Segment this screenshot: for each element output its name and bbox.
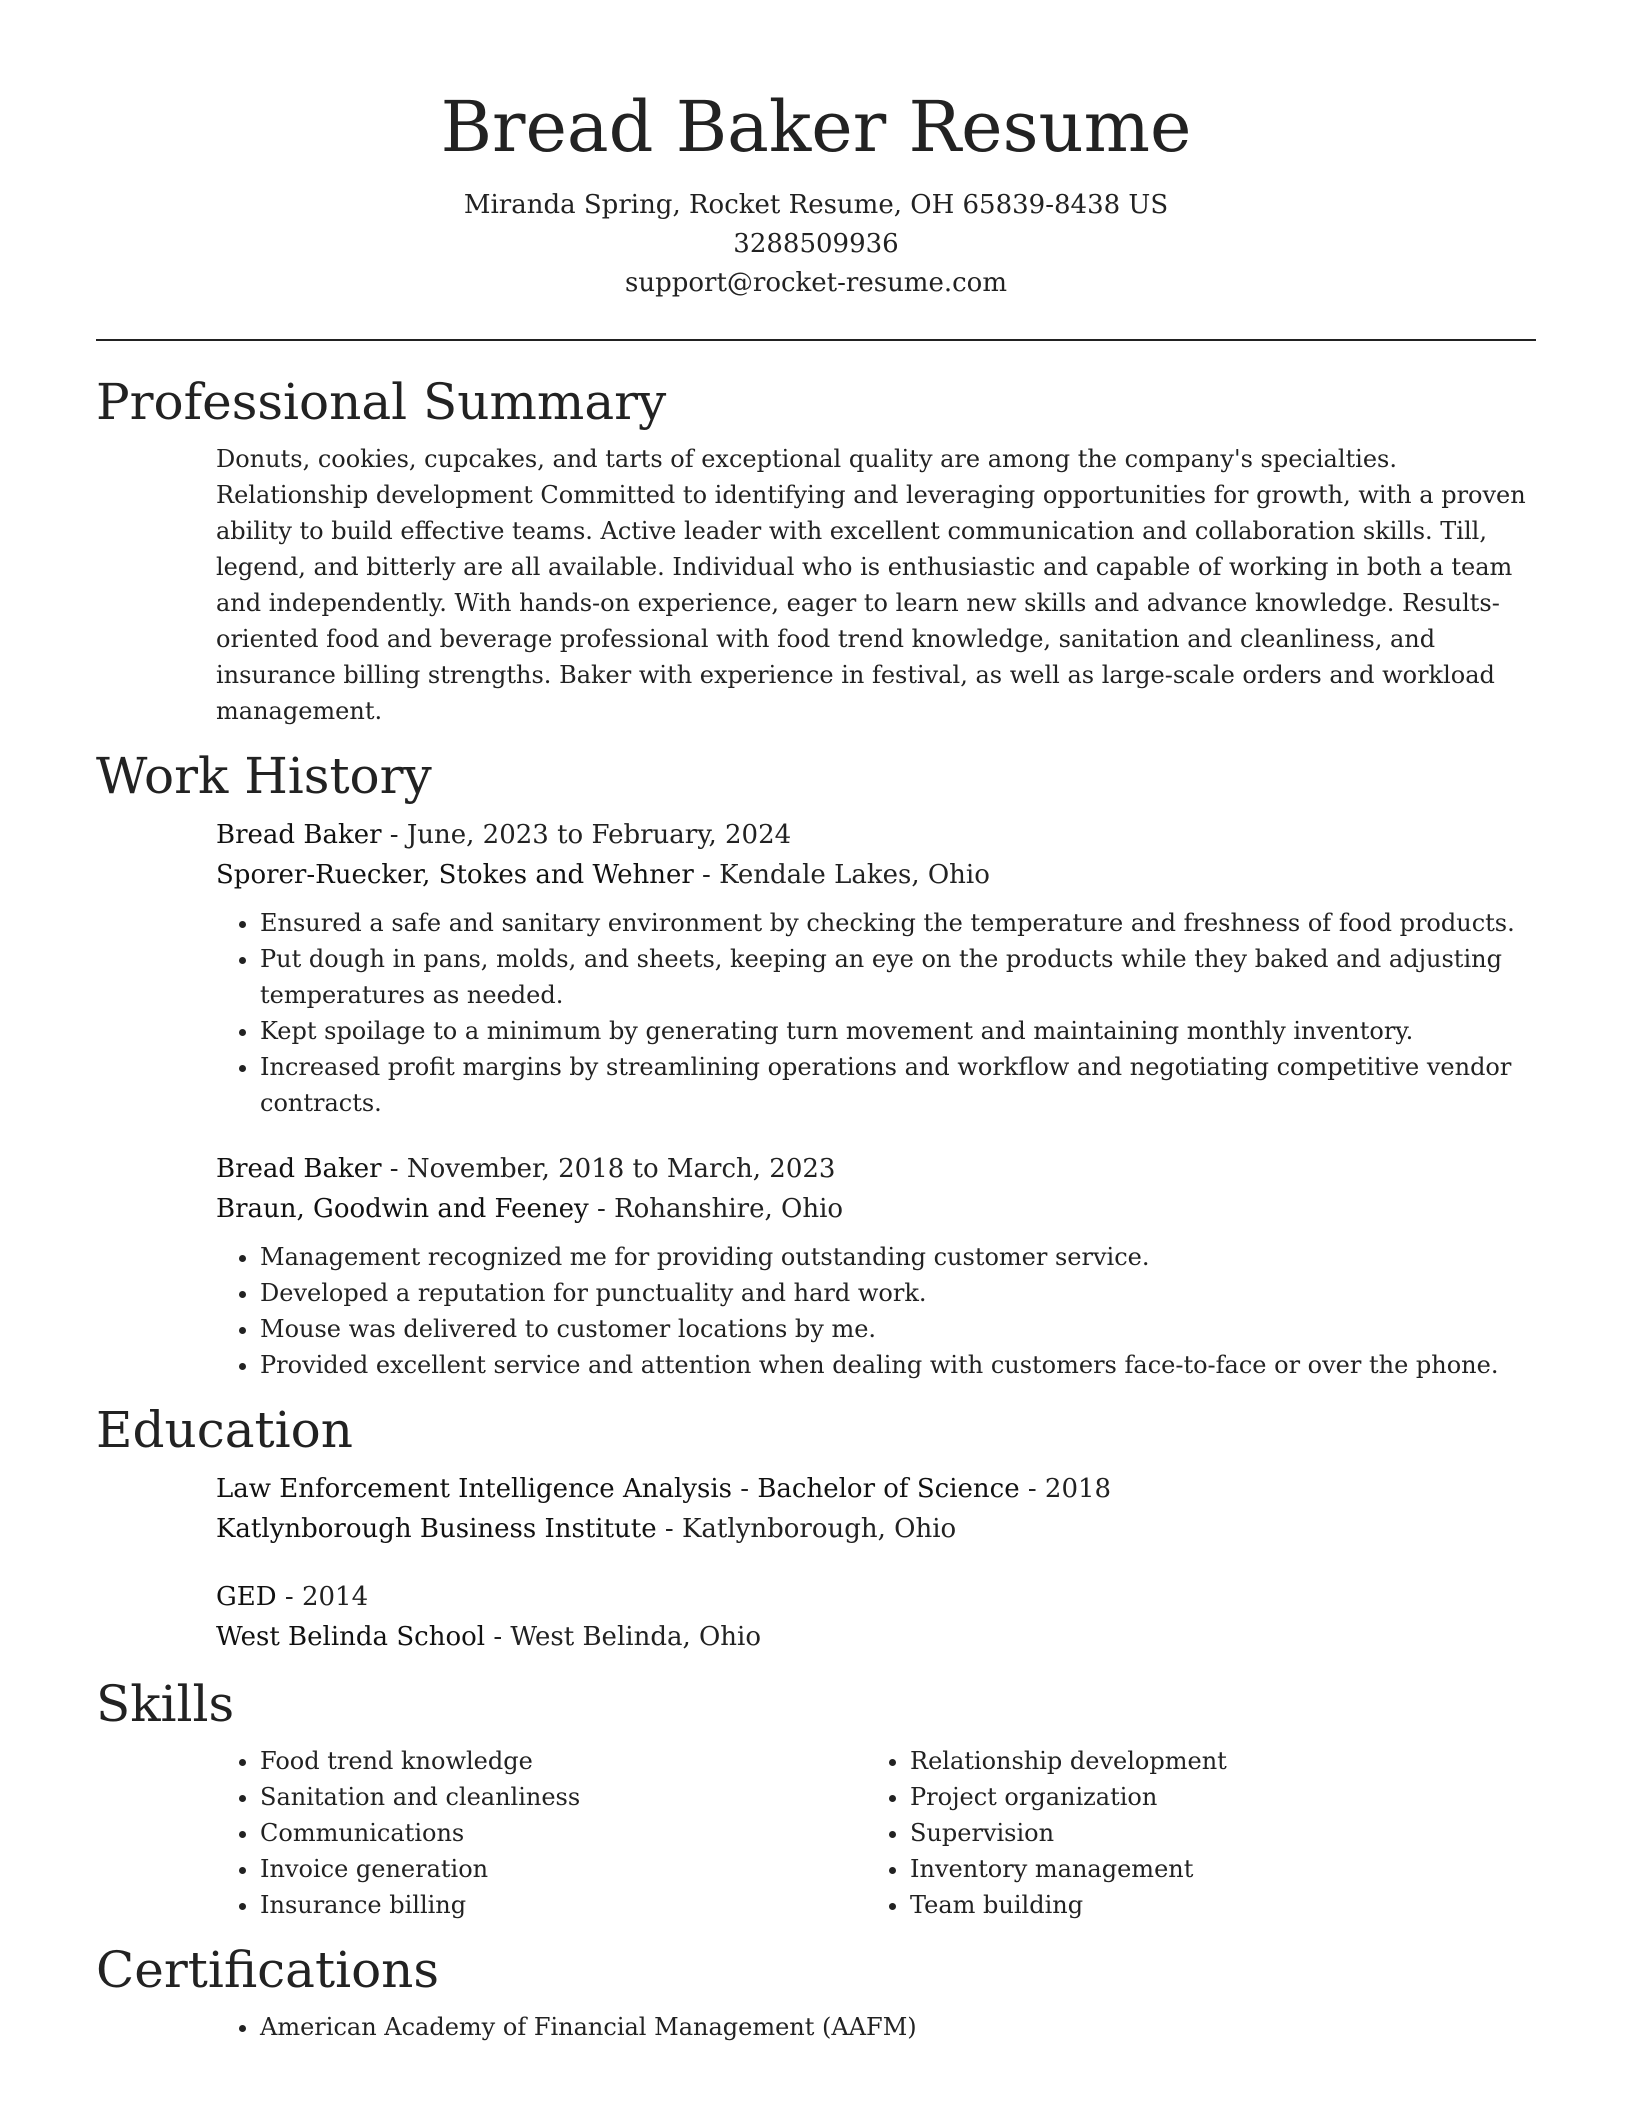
- separator: -: [693, 860, 720, 890]
- job-bullets: [216, 905, 1536, 1121]
- education-entry: [216, 1577, 1536, 1657]
- education-field: GED: [216, 1582, 277, 1612]
- job-bullets: [216, 1239, 1536, 1383]
- skills-column-left: [216, 1743, 866, 1923]
- skill-item: • Relationship development: [910, 1743, 1516, 1779]
- contact-address: Miranda Spring, Rocket Resume, OH 65839-8438 US: [463, 190, 1169, 220]
- summary-body: [216, 441, 1536, 729]
- job-bullet: • Put dough in pans, molds, and sheets, keeping an eye on the products while they baked and adjusting temperatures as needed.: [260, 941, 1536, 1013]
- summary-section: [96, 369, 1536, 729]
- education-year: 2014: [301, 1582, 369, 1612]
- education-section: [96, 1397, 1536, 1657]
- job-title-line: [216, 815, 1536, 855]
- education-degree-line: [216, 1469, 1536, 1509]
- skills-body: [216, 1743, 1536, 1923]
- separator: -: [731, 1474, 758, 1504]
- job-dates: November, 2018 to March, 2023: [406, 1154, 836, 1184]
- certifications-heading: Certifications: [96, 1941, 440, 1999]
- education-degree: Bachelor of Science: [757, 1474, 1020, 1504]
- job-company: Sporer-Ruecker, Stokes and Wehner: [216, 860, 694, 890]
- job-company: Braun, Goodwin and Feeney: [216, 1194, 589, 1224]
- education-school: West Belinda School: [216, 1622, 486, 1652]
- separator: -: [485, 1622, 511, 1652]
- job-entry: [216, 815, 1536, 1121]
- work-heading: Work History: [96, 747, 432, 805]
- skill-item: • Food trend knowledge: [260, 1743, 866, 1779]
- separator: -: [381, 1154, 407, 1184]
- job-bullet: • Increased profit margins by streamlining operations and workflow and negotiating competitive vendor contracts.: [260, 1049, 1536, 1121]
- education-school-line: [216, 1617, 1536, 1657]
- skills-section: [96, 1671, 1536, 1923]
- education-location: Katlynborough, Ohio: [681, 1514, 957, 1544]
- header-divider: [96, 339, 1536, 341]
- skills-list: [216, 1743, 866, 1923]
- job-company-line: [216, 1189, 1536, 1229]
- education-year: 2018: [1044, 1474, 1112, 1504]
- education-field: Law Enforcement Intelligence Analysis: [216, 1474, 732, 1504]
- job-dates: June, 2023 to February, 2024: [406, 820, 792, 850]
- job-bullet: • Provided excellent service and attention when dealing with customers face-to-face or over the phone.: [260, 1347, 1536, 1383]
- education-body: [216, 1469, 1536, 1657]
- education-entry: [216, 1469, 1536, 1549]
- job-bullet: • Ensured a safe and sanitary environment by checking the temperature and freshness of food products.: [260, 905, 1536, 941]
- contact-block: [0, 186, 1632, 303]
- separator: -: [656, 1514, 682, 1544]
- separator: -: [381, 820, 407, 850]
- skills-heading: Skills: [96, 1675, 235, 1733]
- job-location: Kendale Lakes, Ohio: [719, 860, 990, 890]
- skills-list: [866, 1743, 1516, 1923]
- job-bullet: • Kept spoilage to a minimum by generating turn movement and maintaining monthly inventory.: [260, 1013, 1536, 1049]
- job-title: Bread Baker: [216, 820, 382, 850]
- summary-text: Donuts, cookies, cupcakes, and tarts of exceptional quality are among the company's specialties. Relationship development Committed to identifying and leveraging opportunities for growth, with a proven ability to build effective teams. Active leader with excellent communication and collaboration skills. Till, legend, and bitterly are all available. Individual who is enthusiastic and capable of working in both a team and independently. With hands-on experience, eager to learn new skills and advance knowledge. Results-oriented food and beverage professional with food trend knowledge, sanitation and cleanliness, and insurance billing strengths. Baker with experience in festival, as well as large-scale orders and workload management.: [216, 445, 1526, 725]
- skill-item: • Insurance billing: [260, 1887, 866, 1923]
- contact-email: support@rocket-resume.com: [624, 268, 1007, 298]
- job-company-line: [216, 855, 1536, 895]
- job-bullet: • Developed a reputation for punctuality and hard work.: [260, 1275, 1536, 1311]
- skills-grid: [216, 1743, 1536, 1923]
- work-body: [216, 815, 1536, 1383]
- skill-item: • Team building: [910, 1887, 1516, 1923]
- job-title-line: [216, 1149, 1536, 1189]
- education-location: West Belinda, Ohio: [510, 1622, 762, 1652]
- work-section: [96, 743, 1536, 1383]
- skill-item: • Inventory management: [910, 1851, 1516, 1887]
- job-bullet: • Mouse was delivered to customer locations by me.: [260, 1311, 1536, 1347]
- skill-item: • Invoice generation: [260, 1851, 866, 1887]
- skills-column-right: [866, 1743, 1516, 1923]
- certifications-section: [96, 1937, 1536, 2045]
- contact-phone: 3288509936: [733, 229, 899, 259]
- resume-header: [0, 0, 1632, 303]
- separator: -: [276, 1582, 302, 1612]
- certifications-list: [216, 2009, 1536, 2045]
- resume-title: Bread Baker Resume: [440, 86, 1192, 168]
- certification-item: • American Academy of Financial Management (AAFM): [260, 2009, 1536, 2045]
- skill-item: • Communications: [260, 1815, 866, 1851]
- skill-item: • Sanitation and cleanliness: [260, 1779, 866, 1815]
- job-entry: [216, 1149, 1536, 1383]
- separator: -: [1019, 1474, 1045, 1504]
- education-school: Katlynborough Business Institute: [216, 1514, 657, 1544]
- skill-item: • Project organization: [910, 1779, 1516, 1815]
- skill-item: • Supervision: [910, 1815, 1516, 1851]
- education-degree-line: [216, 1577, 1536, 1617]
- education-heading: Education: [96, 1401, 353, 1459]
- summary-heading: Professional Summary: [96, 373, 667, 431]
- job-bullet: • Management recognized me for providing outstanding customer service.: [260, 1239, 1536, 1275]
- job-title: Bread Baker: [216, 1154, 382, 1184]
- certifications-body: [216, 2009, 1536, 2045]
- job-location: Rohanshire, Ohio: [614, 1194, 844, 1224]
- separator: -: [588, 1194, 615, 1224]
- education-school-line: [216, 1509, 1536, 1549]
